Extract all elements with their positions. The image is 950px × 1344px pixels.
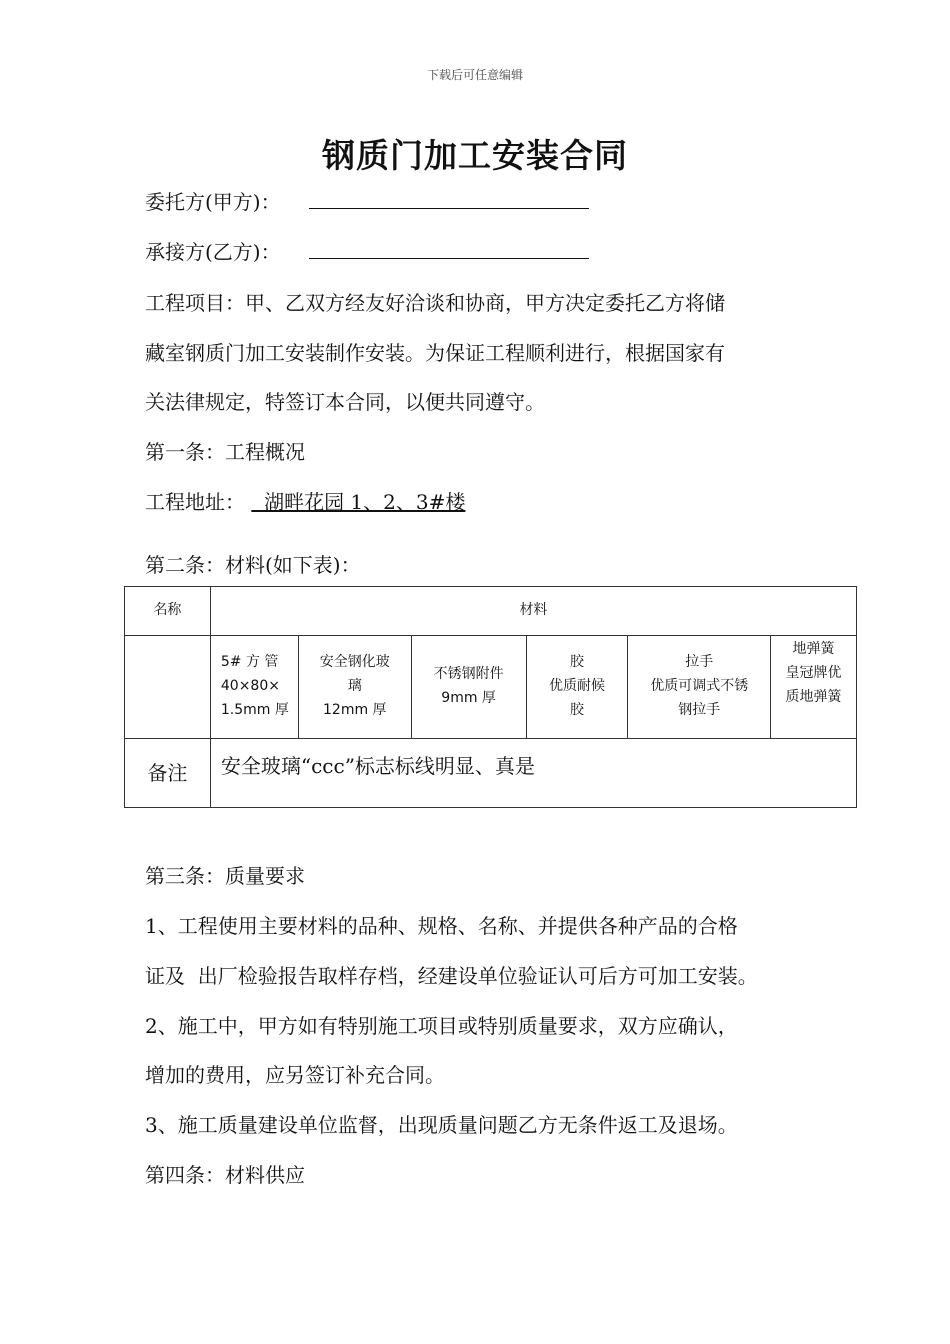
materials-table (124, 586, 857, 808)
page-header: 下载后可任意编辑 (426, 68, 523, 82)
note-label-cell: 备注 (125, 739, 211, 808)
material-text: 璃 (347, 678, 362, 695)
article-4-heading: 第四条：材料供应 (145, 1163, 305, 1187)
article-2-heading: 第二条：材料(如下表)： (145, 553, 361, 577)
material-text: 1.5mm 厚 (220, 701, 289, 718)
material-text: 地弹簧 (792, 641, 835, 657)
project-line-2: 藏室钢质门加工安装制作安装。为保证工程顺利进行，根据国家有 (145, 341, 725, 365)
empty-name-cell (125, 636, 211, 739)
quality-line-4: 增加的费用，应另签订补充合同。 (145, 1063, 445, 1087)
material-cell (628, 636, 771, 739)
note-row (125, 739, 857, 808)
material-text: 优质可调式不锈 (650, 678, 749, 695)
material-text: 40×80× (220, 678, 280, 695)
material-text: 12mm 厚 (323, 701, 387, 718)
material-text: 拉手 (685, 654, 714, 671)
quality-line-2: 证及 出厂检验报告取样存档，经建设单位验证认可后方可加工安装。 (145, 964, 758, 988)
article-3-heading: 第三条：质量要求 (145, 864, 305, 888)
quality-line-5: 3、施工质量建设单位监督，出现质量问题乙方无条件返工及退场。 (145, 1113, 738, 1137)
note-text-cell: 安全玻璃“ccc”标志标线明显、真是 (210, 739, 856, 808)
party-a-line (145, 186, 589, 215)
material-cell (411, 636, 526, 739)
quality-line-3: 2、施工中，甲方如有特别施工项目或特别质量要求，双方应确认， (145, 1014, 738, 1038)
material-text: 不锈钢附件 (433, 666, 504, 683)
material-cell (771, 636, 857, 739)
project-line-3: 关法律规定，特签订本合同，以便共同遵守。 (145, 390, 545, 414)
material-text: 优质耐候 (548, 678, 605, 695)
address-label: 工程地址： (145, 490, 245, 514)
materials-row (125, 636, 857, 739)
material-text: 胶 (569, 654, 584, 671)
material-cell (210, 636, 298, 739)
material-text: 5# 方 管 (220, 654, 279, 671)
material-cell (526, 636, 628, 739)
material-text: 胶 (569, 701, 584, 718)
quality-line-1: 1、工程使用主要材料的品种、规格、名称、并提供各种产品的合格 (145, 914, 738, 938)
article-1-heading: 第一条：工程概况 (145, 440, 305, 464)
address-value: 湖畔花园 1、2、3#楼 (251, 490, 466, 514)
table-header-row (125, 587, 857, 636)
material-text: 质地弹簧 (785, 688, 842, 705)
party-b-blank (309, 240, 589, 259)
material-text: 9mm 厚 (441, 690, 496, 706)
party-b-line (145, 236, 589, 265)
party-a-label: 委托方(甲方)： (145, 190, 281, 214)
header-material-cell: 材料 (210, 587, 856, 636)
address-line (145, 486, 465, 515)
material-text: 皇冠牌优 (785, 664, 842, 681)
contract-title: 钢质门加工安装合同 (322, 136, 628, 175)
material-cell (298, 636, 411, 739)
header-name-cell: 名称 (125, 587, 211, 636)
material-text: 钢拉手 (678, 701, 721, 718)
material-text: 安全钢化玻 (319, 654, 390, 671)
party-a-blank (309, 190, 589, 209)
project-line-1: 工程项目：甲、乙双方经友好洽谈和协商，甲方决定委托乙方将储 (145, 291, 725, 315)
party-b-label: 承接方(乙方)： (145, 240, 281, 264)
